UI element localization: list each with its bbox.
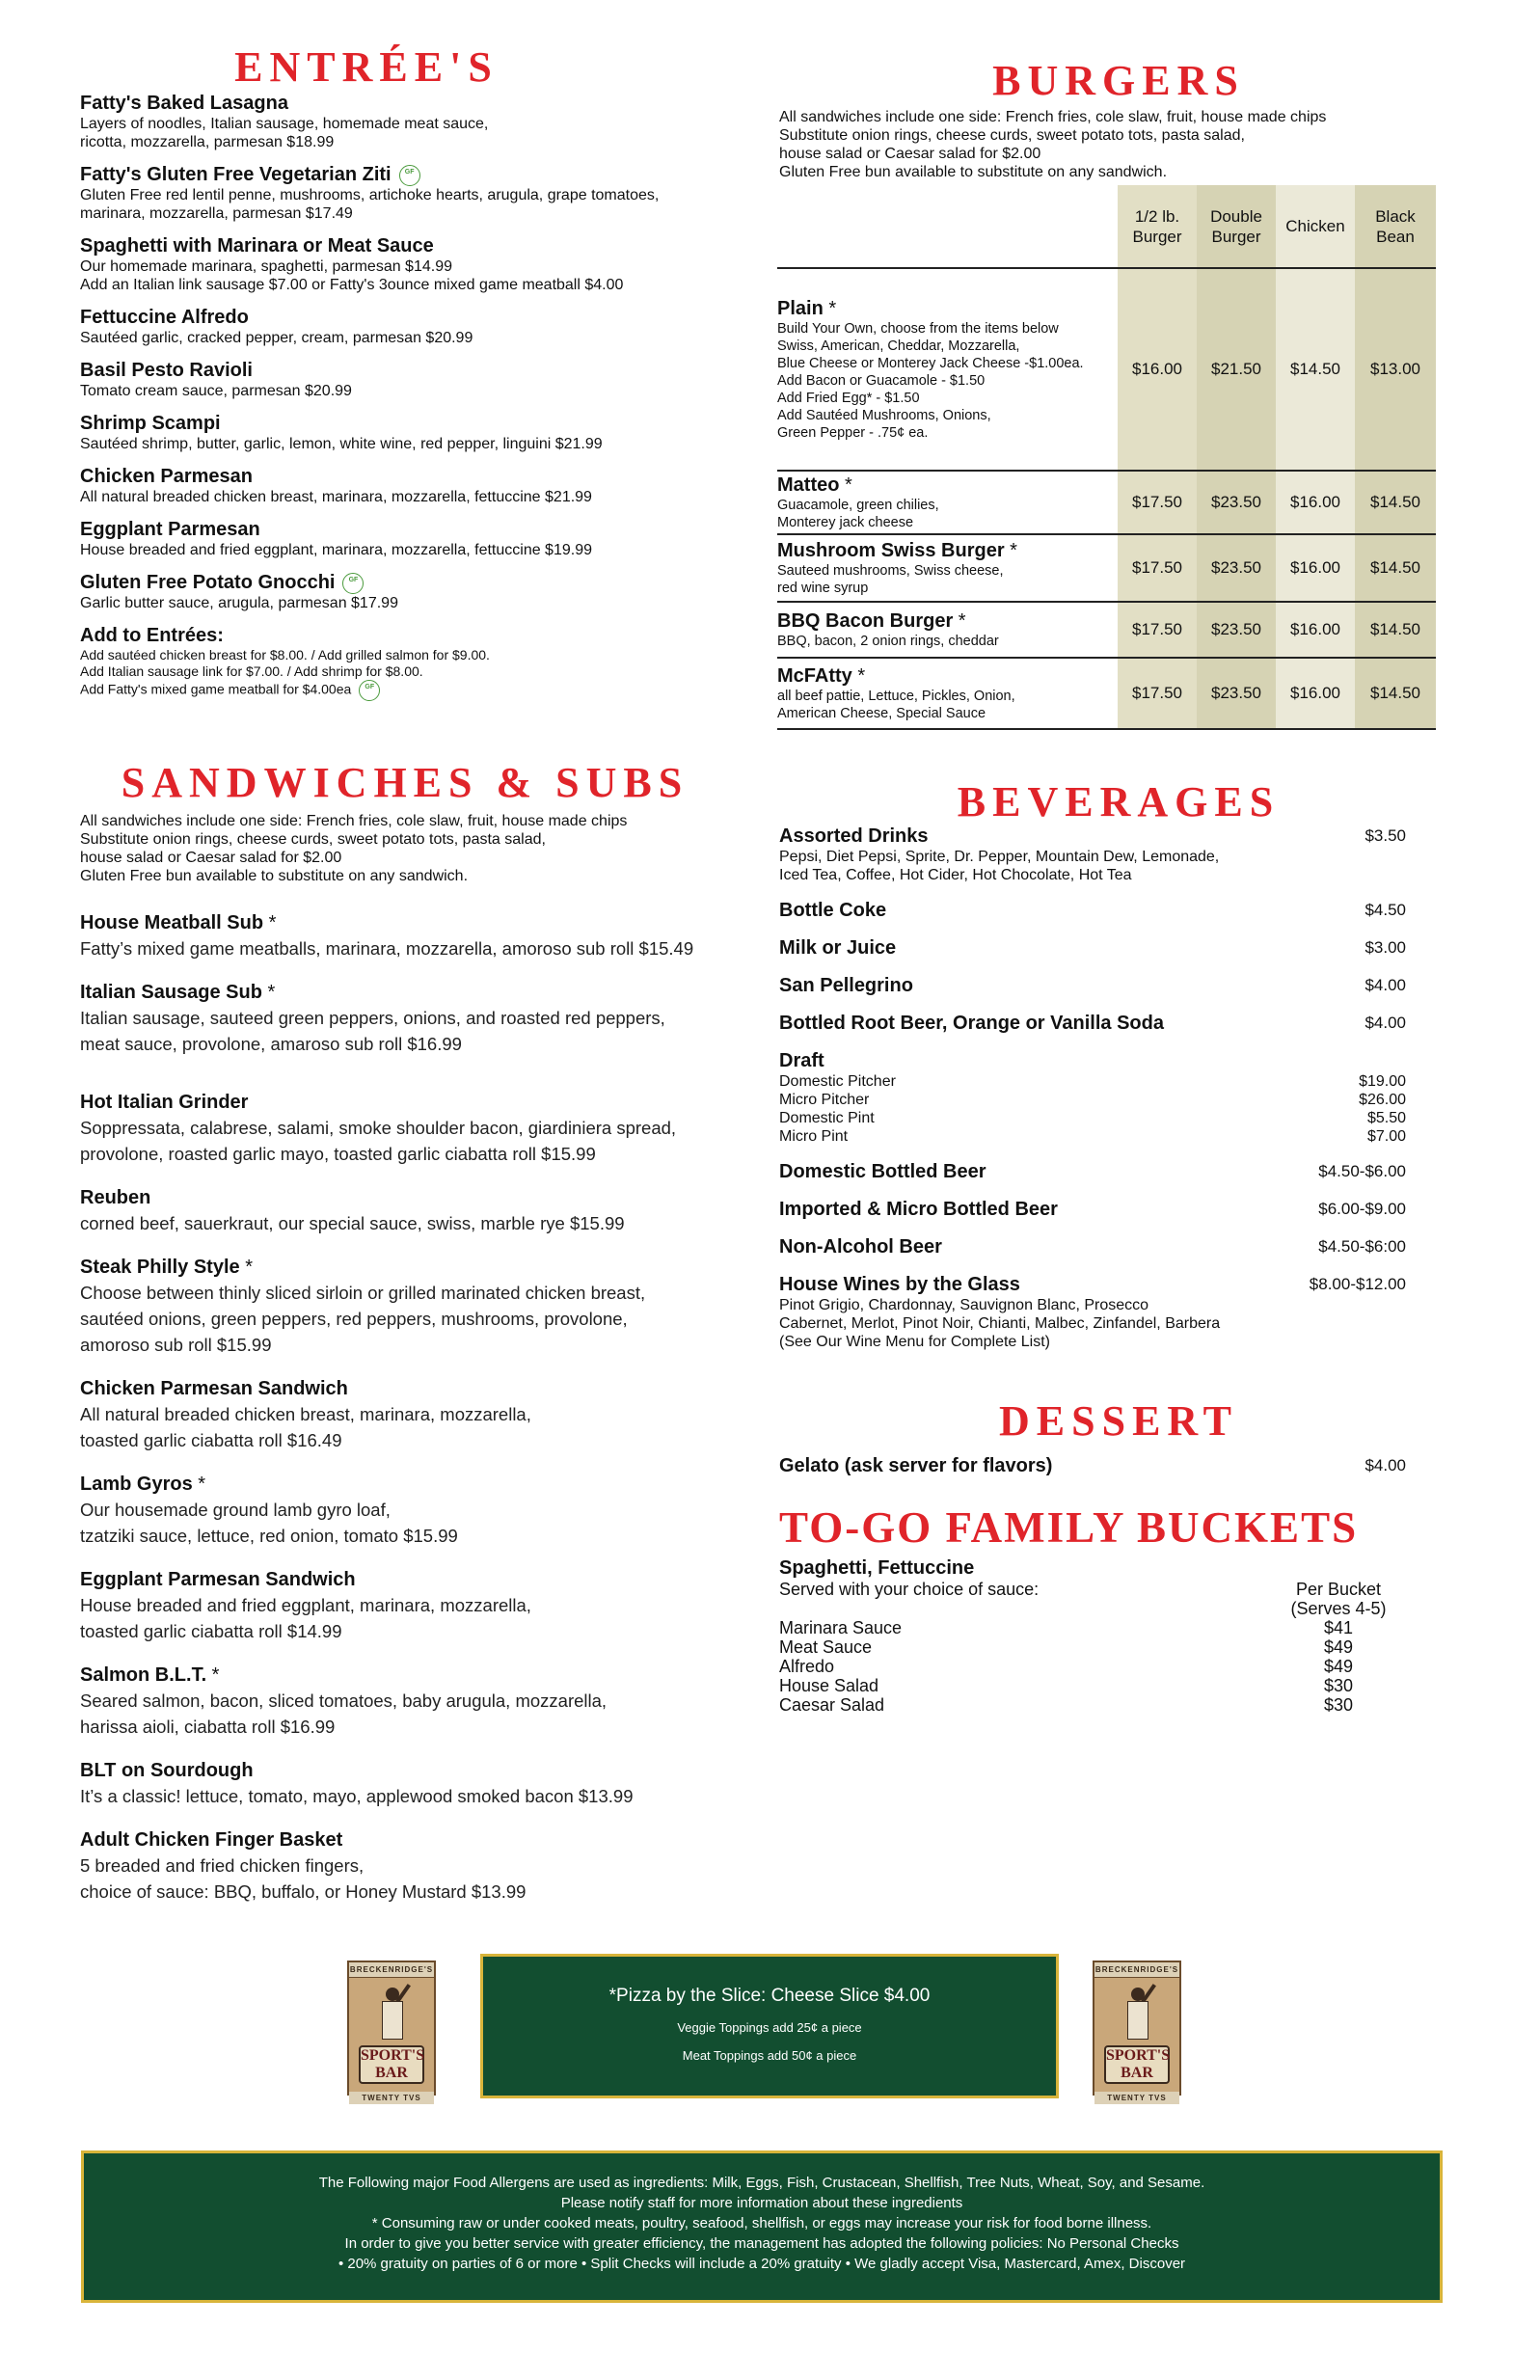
buckets-per-bucket: Per Bucket — [1295, 1580, 1382, 1599]
beverage-item — [779, 1198, 1406, 1221]
sandwich-name-text: Eggplant Parmesan Sandwich — [80, 1569, 356, 1590]
draft-label: Domestic Pint — [779, 1110, 875, 1126]
sandwich-item — [80, 1663, 774, 1740]
entree-item — [80, 164, 755, 223]
burger-row — [777, 534, 1436, 602]
pizza-veggie: Veggie Toppings add 25¢ a piece — [677, 2020, 862, 2035]
sandwich-desc: provolone, roasted garlic mayo, toasted garlic ciabatta roll $15.99 — [80, 1144, 596, 1164]
entree-desc: Our homemade marinara, spaghetti, parmesan $14.99 — [80, 258, 452, 275]
entree-desc: House breaded and fried eggplant, marinara, mozzarella, fettuccine $19.99 — [80, 542, 592, 558]
entree-item — [80, 413, 755, 453]
pizza-box — [480, 1954, 1059, 2098]
beverage-item — [779, 825, 1406, 884]
burger-price: $17.50 — [1118, 658, 1197, 729]
entrees-heading: ENTRÉE'S — [234, 43, 499, 91]
addon-text: Add sautéed chicken breast for $8.00. / Add grilled salmon for $9.00. — [80, 647, 490, 663]
beverage-name: Imported & Micro Bottled Beer — [779, 1199, 1058, 1220]
entree-name — [80, 519, 755, 541]
addon-line — [80, 647, 755, 663]
note-line: Gluten Free bun available to substitute on any sandwich. — [80, 868, 469, 884]
sandwich-name-text: Lamb Gyros — [80, 1474, 193, 1495]
burger-name-text: BBQ Bacon Burger — [777, 609, 954, 632]
entree-desc: ricotta, mozzarella, parmesan $18.99 — [80, 134, 335, 150]
entree-name-text: Fatty's Gluten Free Vegetarian Ziti — [80, 164, 392, 185]
entree-item — [80, 307, 755, 347]
burger-desc: all beef pattie, Lettuce, Pickles, Onion, — [777, 688, 1015, 704]
sandwich-desc: Soppressata, calabrese, salami, smoke shoulder bacon, giardiniera spread, — [80, 1118, 677, 1138]
col-black-bean: Black Bean — [1355, 185, 1436, 268]
burger-desc: Add Bacon or Guacamole - $1.50 — [777, 372, 986, 389]
draft-row — [779, 1091, 1406, 1109]
draft-item — [779, 1049, 1406, 1146]
burger-row — [777, 268, 1436, 471]
burger-desc: red wine syrup — [777, 580, 869, 596]
burger-name — [777, 298, 1118, 320]
beverage-name: Milk or Juice — [779, 937, 897, 959]
burger-price: $16.00 — [1276, 471, 1355, 534]
logo-mid-text: SPORT'S BAR — [1104, 2045, 1170, 2084]
burger-header-empty — [777, 185, 1118, 268]
bucket-row — [779, 1657, 1396, 1676]
burgers-note — [779, 108, 1454, 181]
burger-name — [777, 610, 1118, 633]
burger-desc: Green Pepper - .75¢ ea. — [777, 424, 929, 441]
entree-desc: marinara, mozzarella, parmesan $17.49 — [80, 205, 353, 222]
bucket-price: $41 — [1323, 1618, 1354, 1637]
sports-bar-logo — [1093, 1961, 1181, 2102]
addon-line — [80, 663, 755, 680]
sandwich-name — [80, 1255, 774, 1280]
addons-title: Add to Entrées: — [80, 625, 224, 646]
asterisk-mark: * — [1004, 539, 1017, 561]
entree-name — [80, 93, 755, 115]
sandwich-desc: Italian sausage, sauteed green peppers, onions, and roasted red peppers, — [80, 1008, 665, 1028]
bucket-label: Meat Sauce — [779, 1637, 873, 1657]
buckets-section — [779, 1556, 1396, 1715]
entree-item — [80, 519, 755, 559]
asterisk-mark: * — [823, 297, 837, 319]
burger-desc: Build Your Own, choose from the items below — [777, 320, 1059, 337]
logo-bottom-text: TWENTY TVS — [1094, 2092, 1179, 2104]
entree-name — [80, 413, 755, 435]
burger-desc: Blue Cheese or Monterey Jack Cheese -$1.00ea. — [777, 355, 1084, 371]
sandwich-desc: tzatziki sauce, lettuce, red onion, tomato $15.99 — [80, 1526, 458, 1546]
asterisk-mark: * — [239, 1257, 253, 1278]
sandwich-item — [80, 980, 774, 1057]
entree-desc: Sautéed garlic, cracked pepper, cream, parmesan $20.99 — [80, 330, 473, 346]
sandwich-item — [80, 1472, 774, 1549]
sandwich-item — [80, 1255, 774, 1358]
burger-name-text: Mushroom Swiss Burger — [777, 539, 1005, 561]
entree-name-text: Fatty's Baked Lasagna — [80, 93, 288, 114]
burger-item — [777, 534, 1118, 602]
sandwich-name-text: House Meatball Sub — [80, 912, 264, 933]
allergen-line: • 20% gratuity on parties of 6 or more • Split Checks will include a 20% gratuity • We gladly accept Visa, Mastercard, Amex, Discover — [338, 2256, 1186, 2272]
beverage-price: $4.50-$6.00 — [1318, 1162, 1406, 1180]
burger-price: $14.50 — [1355, 534, 1436, 602]
beverage-price: $4.50-$6:00 — [1318, 1237, 1406, 1256]
asterisk-mark: * — [953, 609, 966, 632]
beverage-price: $4.00 — [1364, 976, 1406, 994]
sandwich-name-text: Chicken Parmesan Sandwich — [80, 1378, 348, 1399]
sandwich-item — [80, 1758, 774, 1809]
draft-label: Micro Pint — [779, 1128, 849, 1145]
col-double-burger: Double Burger — [1197, 185, 1276, 268]
addon-text: Add Italian sausage link for $7.00. / Add shrimp for $8.00. — [80, 663, 423, 679]
beverage-item — [779, 1160, 1406, 1183]
sandwich-desc: All natural breaded chicken breast, marinara, mozzarella, — [80, 1404, 531, 1424]
burger-table-header — [777, 185, 1436, 268]
sandwich-item — [80, 1567, 774, 1644]
entree-name — [80, 307, 755, 329]
beverage-item — [779, 1273, 1406, 1351]
burgers-heading: BURGERS — [992, 57, 1245, 104]
batter-figure-icon — [1094, 1978, 1179, 2045]
beverage-price: $8.00-$12.00 — [1309, 1275, 1406, 1293]
sandwich-desc: choice of sauce: BBQ, buffalo, or Honey Mustard $13.99 — [80, 1881, 527, 1902]
logo-bottom-text: TWENTY TVS — [349, 2092, 434, 2104]
dessert-name: Gelato (ask server for flavors) — [779, 1455, 1053, 1476]
entree-item — [80, 572, 755, 612]
beverages-section — [779, 825, 1406, 1366]
burger-item — [777, 658, 1118, 729]
entree-name-text: Gluten Free Potato Gnocchi — [80, 572, 336, 593]
beverage-name: House Wines by the Glass — [779, 1274, 1020, 1295]
entree-desc: Layers of noodles, Italian sausage, homemade meat sauce, — [80, 116, 489, 132]
entree-desc: Gluten Free red lentil penne, mushrooms, artichoke hearts, arugula, grape tomatoes, — [80, 187, 660, 203]
burger-desc: Add Fried Egg* - $1.50 — [777, 390, 920, 406]
buckets-serves: (Serves 4-5) — [1290, 1599, 1387, 1618]
sandwich-name-text: Steak Philly Style — [80, 1257, 240, 1278]
sandwich-name-text: BLT on Sourdough — [80, 1760, 254, 1781]
buckets-served: Served with your choice of sauce: — [779, 1580, 1040, 1599]
entree-desc: Sautéed shrimp, butter, garlic, lemon, white wine, red pepper, linguini $21.99 — [80, 436, 603, 452]
asterisk-mark: * — [263, 912, 277, 933]
entree-name-text: Spaghetti with Marinara or Meat Sauce — [80, 235, 434, 257]
sandwich-desc: toasted garlic ciabatta roll $16.49 — [80, 1430, 342, 1450]
allergen-notice — [81, 2150, 1443, 2303]
note-line: All sandwiches include one side: French fries, cole slaw, fruit, house made chips — [80, 813, 628, 829]
burger-desc: BBQ, bacon, 2 onion rings, cheddar — [777, 633, 999, 649]
burger-row — [777, 471, 1436, 534]
dessert-heading: DESSERT — [999, 1397, 1238, 1445]
burger-price: $14.50 — [1355, 602, 1436, 658]
entree-desc: Tomato cream sauce, parmesan $20.99 — [80, 383, 352, 399]
beverage-desc: Cabernet, Merlot, Pinot Noir, Chianti, Malbec, Zinfandel, Barbera — [779, 1315, 1221, 1332]
entree-desc: All natural breaded chicken breast, marinara, mozzarella, fettuccine $21.99 — [80, 489, 592, 505]
sandwich-item — [80, 1376, 774, 1453]
draft-label: Domestic Pitcher — [779, 1073, 896, 1090]
burger-price: $23.50 — [1197, 602, 1276, 658]
note-line: Gluten Free bun available to substitute on any sandwich. — [779, 164, 1168, 180]
burger-price: $14.50 — [1355, 471, 1436, 534]
sandwich-item — [80, 1090, 774, 1167]
burger-price: $17.50 — [1118, 471, 1197, 534]
beverage-item — [779, 1235, 1406, 1258]
sandwich-item — [80, 1185, 774, 1236]
entree-name-text: Fettuccine Alfredo — [80, 307, 249, 328]
allergen-line: The Following major Food Allergens are used as ingredients: Milk, Eggs, Fish, Crustacean, Shellfish, Tree Nuts, Wheat, Soy, and Sesame. — [318, 2175, 1205, 2191]
burger-price: $17.50 — [1118, 534, 1197, 602]
draft-row — [779, 1127, 1406, 1146]
bucket-row — [779, 1637, 1396, 1657]
sandwich-name — [80, 910, 774, 935]
allergen-line: Please notify staff for more information about these ingredients — [560, 2195, 963, 2211]
allergen-line: In order to give you better service with greater efficiency, the management has adopted the following policies: No Personal Checks — [344, 2235, 1179, 2252]
sandwich-name — [80, 1376, 774, 1401]
entree-addons — [80, 625, 755, 701]
beverage-name: Domestic Bottled Beer — [779, 1161, 986, 1182]
beverage-item — [779, 936, 1406, 960]
note-line: Substitute onion rings, cheese curds, sweet potato tots, pasta salad, — [779, 127, 1245, 144]
beverage-name: San Pellegrino — [779, 975, 913, 996]
col-half-lb-burger: 1/2 lb. Burger — [1118, 185, 1197, 268]
draft-price: $26.00 — [1359, 1092, 1406, 1108]
burger-price: $14.50 — [1276, 268, 1355, 471]
burger-desc: Sauteed mushrooms, Swiss cheese, — [777, 562, 1004, 579]
burger-name — [777, 665, 1118, 688]
entree-item — [80, 93, 755, 151]
logo-top-text: BRECKENRIDGE'S — [349, 1962, 434, 1978]
bucket-price: $49 — [1323, 1637, 1354, 1657]
bucket-price: $49 — [1323, 1657, 1354, 1676]
gluten-free-icon: GF — [359, 680, 380, 701]
entree-name — [80, 360, 755, 382]
burger-price-table — [777, 185, 1436, 730]
bucket-label: Marinara Sauce — [779, 1618, 903, 1637]
entree-name — [80, 164, 755, 186]
beverage-name: Bottle Coke — [779, 900, 887, 921]
bucket-row — [779, 1618, 1396, 1637]
sandwich-name — [80, 1472, 774, 1497]
draft-row — [779, 1109, 1406, 1127]
asterisk-mark: * — [839, 473, 852, 496]
sandwich-name-text: Adult Chicken Finger Basket — [80, 1829, 343, 1851]
burger-price: $23.50 — [1197, 534, 1276, 602]
sandwich-desc: Our housemade ground lamb gyro loaf, — [80, 1500, 391, 1520]
sandwich-name-text: Hot Italian Grinder — [80, 1092, 249, 1113]
beverage-price: $3.00 — [1364, 938, 1406, 957]
sandwich-desc: sautéed onions, green peppers, red peppers, mushrooms, provolone, — [80, 1309, 628, 1329]
logo-top-text: BRECKENRIDGE'S — [1094, 1962, 1179, 1978]
buckets-served-row — [779, 1580, 1396, 1599]
addon-line — [80, 680, 755, 701]
beverage-price: $6.00-$9.00 — [1318, 1200, 1406, 1218]
beverages-heading: BEVERAGES — [957, 778, 1281, 825]
burger-price: $13.00 — [1355, 268, 1436, 471]
sandwich-name — [80, 1827, 774, 1853]
burger-row — [777, 602, 1436, 658]
burger-price: $23.50 — [1197, 658, 1276, 729]
burger-price: $17.50 — [1118, 602, 1197, 658]
beverage-price: $4.50 — [1364, 901, 1406, 919]
sandwich-desc: harissa aioli, ciabatta roll $16.99 — [80, 1717, 336, 1737]
sandwich-desc: toasted garlic ciabatta roll $14.99 — [80, 1621, 342, 1641]
sandwich-item — [80, 1827, 774, 1905]
burger-name — [777, 474, 1118, 497]
sandwich-desc: corned beef, sauerkraut, our special sauce, swiss, marble rye $15.99 — [80, 1213, 625, 1233]
entree-name-text: Shrimp Scampi — [80, 413, 221, 434]
burger-price: $21.50 — [1197, 268, 1276, 471]
draft-label: Micro Pitcher — [779, 1092, 870, 1108]
col-chicken: Chicken — [1276, 185, 1355, 268]
entree-desc: Add an Italian link sausage $7.00 or Fatty's 3ounce mixed game meatball $4.00 — [80, 277, 624, 293]
sandwich-desc: 5 breaded and fried chicken fingers, — [80, 1855, 365, 1876]
burger-table-body — [777, 268, 1436, 729]
burger-price: $16.00 — [1276, 658, 1355, 729]
sports-bar-logo — [347, 1961, 436, 2102]
dessert-item — [779, 1454, 1406, 1477]
burger-desc: Add Sautéed Mushrooms, Onions, — [777, 407, 991, 423]
burger-item — [777, 268, 1118, 471]
burger-name — [777, 540, 1118, 562]
sandwich-item — [80, 910, 774, 961]
beverage-name: Bottled Root Beer, Orange or Vanilla Soda — [779, 1013, 1164, 1034]
sandwich-name — [80, 980, 774, 1005]
bucket-label: House Salad — [779, 1676, 879, 1695]
sandwich-desc: Seared salmon, bacon, sliced tomatoes, baby arugula, mozzarella, — [80, 1690, 608, 1711]
beverage-desc: (See Our Wine Menu for Complete List) — [779, 1334, 1050, 1350]
entree-name — [80, 466, 755, 488]
buckets-serves-row — [779, 1599, 1396, 1618]
beverage-item — [779, 1012, 1406, 1035]
burger-price: $23.50 — [1197, 471, 1276, 534]
burger-price: $14.50 — [1355, 658, 1436, 729]
burger-name-text: McFAtty — [777, 664, 852, 687]
sandwich-name — [80, 1663, 774, 1688]
sandwiches-heading: SANDWICHES & SUBS — [121, 759, 689, 806]
allergen-line: * Consuming raw or under cooked meats, poultry, seafood, shellfish, or eggs may increase your risk for food borne illness. — [371, 2215, 1152, 2231]
asterisk-mark: * — [206, 1664, 220, 1686]
entree-name-text: Eggplant Parmesan — [80, 519, 260, 540]
sandwich-name-text: Reuben — [80, 1187, 151, 1208]
bucket-rows — [779, 1618, 1396, 1715]
sandwich-desc: Choose between thinly sliced sirloin or grilled marinated chicken breast, — [80, 1283, 646, 1303]
beverage-name: Assorted Drinks — [779, 825, 929, 847]
entree-name — [80, 235, 755, 257]
bucket-label: Alfredo — [779, 1657, 835, 1676]
note-line: Substitute onion rings, cheese curds, sweet potato tots, pasta salad, — [80, 831, 546, 848]
note-line: house salad or Caesar salad for $2.00 — [80, 850, 342, 866]
entree-name-text: Basil Pesto Ravioli — [80, 360, 253, 381]
burger-price: $16.00 — [1276, 534, 1355, 602]
sandwich-name — [80, 1185, 774, 1210]
beverage-item — [779, 974, 1406, 997]
burger-desc: Monterey jack cheese — [777, 514, 914, 530]
sandwich-desc: amoroso sub roll $15.99 — [80, 1335, 272, 1355]
sandwich-name — [80, 1090, 774, 1115]
gluten-free-icon: GF — [399, 165, 420, 186]
entree-item — [80, 235, 755, 294]
buckets-heading: TO-GO FAMILY BUCKETS — [779, 1503, 1359, 1552]
asterisk-mark: * — [192, 1474, 206, 1495]
note-line: All sandwiches include one side: French fries, cole slaw, fruit, house made chips — [779, 109, 1327, 125]
batter-figure-icon — [349, 1978, 434, 2045]
asterisk-mark: * — [261, 982, 276, 1003]
entree-name — [80, 572, 755, 594]
burger-name-text: Matteo — [777, 473, 840, 496]
burger-name-text: Plain — [777, 297, 824, 319]
burger-item — [777, 471, 1118, 534]
beverage-price: $3.50 — [1364, 826, 1406, 845]
sandwich-name-text: Italian Sausage Sub — [80, 982, 262, 1003]
draft-row — [779, 1072, 1406, 1091]
entree-desc: Garlic butter sauce, arugula, parmesan $17.99 — [80, 595, 398, 611]
pizza-main: *Pizza by the Slice: Cheese Slice $4.00 — [608, 1986, 931, 2006]
sandwich-name-text: Salmon B.L.T. — [80, 1664, 207, 1686]
burger-price: $16.00 — [1118, 268, 1197, 471]
dessert-price: $4.00 — [1364, 1456, 1406, 1474]
entree-name-text: Chicken Parmesan — [80, 466, 253, 487]
burger-desc: Guacamole, green chilies, — [777, 497, 939, 513]
addon-text: Add Fatty's mixed game meatball for $4.00ea — [80, 681, 352, 697]
burger-desc: Swiss, American, Cheddar, Mozzarella, — [777, 338, 1020, 354]
bucket-row — [779, 1695, 1396, 1715]
gluten-free-icon: GF — [342, 573, 364, 594]
beverage-name: Non-Alcohol Beer — [779, 1236, 942, 1258]
sandwiches-section — [80, 910, 774, 1923]
asterisk-mark: * — [851, 664, 866, 687]
sandwich-desc: meat sauce, provolone, amaroso sub roll $16.99 — [80, 1034, 462, 1054]
beverage-item — [779, 899, 1406, 922]
beverage-desc: Pinot Grigio, Chardonnay, Sauvignon Blanc, Prosecco — [779, 1297, 1149, 1313]
burger-item — [777, 602, 1118, 658]
bucket-price: $30 — [1323, 1676, 1354, 1695]
bucket-price: $30 — [1323, 1695, 1354, 1715]
pizza-meat: Meat Toppings add 50¢ a piece — [682, 2048, 857, 2063]
sandwich-name — [80, 1567, 774, 1592]
beverage-price: $4.00 — [1364, 1014, 1406, 1032]
beverage-desc: Iced Tea, Coffee, Hot Cider, Hot Chocolate, Hot Tea — [779, 867, 1132, 883]
sandwich-desc: It’s a classic! lettuce, tomato, mayo, applewood smoked bacon $13.99 — [80, 1786, 634, 1806]
bucket-label: Caesar Salad — [779, 1695, 885, 1715]
bucket-row — [779, 1676, 1396, 1695]
draft-price: $19.00 — [1359, 1073, 1406, 1090]
entree-item — [80, 360, 755, 400]
sandwich-desc: Fatty’s mixed game meatballs, marinara, mozzarella, amoroso sub roll $15.49 — [80, 938, 694, 959]
buckets-name: Spaghetti, Fettuccine — [779, 1557, 975, 1579]
burger-row — [777, 658, 1436, 729]
sandwich-desc: House breaded and fried eggplant, marinara, mozzarella, — [80, 1595, 531, 1615]
draft-price: $7.00 — [1366, 1128, 1406, 1145]
entrees-section — [80, 93, 755, 714]
beverage-desc: Pepsi, Diet Pepsi, Sprite, Dr. Pepper, Mountain Dew, Lemonade, — [779, 849, 1220, 865]
draft-name: Draft — [779, 1050, 824, 1071]
sandwiches-note — [80, 812, 755, 885]
burger-desc: American Cheese, Special Sauce — [777, 705, 986, 721]
draft-price: $5.50 — [1366, 1110, 1406, 1126]
note-line: house salad or Caesar salad for $2.00 — [779, 146, 1041, 162]
sandwich-name — [80, 1758, 774, 1783]
burger-price: $16.00 — [1276, 602, 1355, 658]
logo-mid-text: SPORT'S BAR — [359, 2045, 424, 2084]
entree-item — [80, 466, 755, 506]
